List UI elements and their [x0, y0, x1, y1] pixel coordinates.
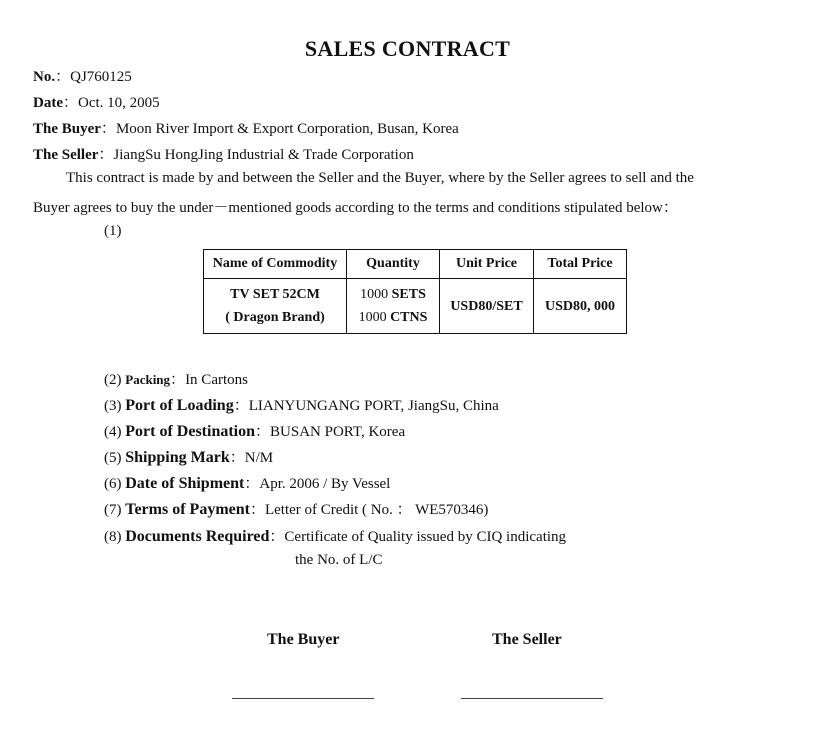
- seller-signature-line: [461, 698, 603, 699]
- buyer-label: The Buyer: [33, 121, 101, 137]
- term-terms-of-payment: [104, 498, 488, 519]
- term-value: BUSAN PORT, Korea: [270, 424, 406, 440]
- term-sep: ：: [233, 398, 249, 414]
- quantity-sets: [353, 283, 433, 306]
- date-sep: ：: [63, 95, 79, 111]
- term-packing: [104, 368, 248, 389]
- term-sep: ：: [244, 476, 260, 492]
- term-value: N/M: [244, 450, 274, 466]
- cell-total-price: USD80, 000: [534, 279, 627, 334]
- contract-no-label: No.: [33, 69, 56, 85]
- table-row: [204, 279, 627, 334]
- seller-sep: ：: [98, 147, 114, 163]
- term-value: Certificate of Quality issued by CIQ indicating: [284, 529, 567, 545]
- commodity-brand: ( Dragon Brand): [225, 310, 325, 325]
- header-unit-price: Unit Price: [440, 250, 534, 279]
- cell-quantity: [347, 279, 440, 334]
- goods-table: [203, 249, 627, 334]
- term-shipping-mark: [104, 446, 273, 467]
- term-number: (7): [104, 502, 122, 518]
- contract-no-value: QJ760125: [70, 69, 132, 85]
- term-sep: ：: [249, 502, 265, 518]
- date-value: Oct. 10, 2005: [78, 95, 160, 111]
- term-sep: ：: [229, 450, 245, 466]
- term-value: Apr. 2006 / By Vessel: [259, 476, 391, 492]
- term-number: (2): [104, 372, 122, 388]
- date-line: [33, 91, 160, 112]
- term-label: Terms of Payment: [125, 501, 250, 518]
- seller-value: JiangSu HongJing Industrial & Trade Corporation: [113, 147, 414, 163]
- seller-line: [33, 143, 414, 164]
- contract-no-sep: ：: [55, 69, 71, 85]
- buyer-signature-label: The Buyer: [267, 631, 340, 648]
- term-label: Shipping Mark: [125, 449, 230, 466]
- term-value: LIANYUNGANG PORT, JiangSu, China: [248, 398, 499, 414]
- term-number: (3): [104, 398, 122, 414]
- quantity-sets-number: 1000: [360, 287, 392, 302]
- contract-no-line: [33, 65, 132, 86]
- term-number: (8): [104, 529, 122, 545]
- header-commodity: Name of Commodity: [204, 250, 347, 279]
- buyer-sep: ：: [100, 121, 116, 137]
- seller-signature-label: The Seller: [492, 631, 562, 648]
- term-sep: ：: [170, 372, 186, 388]
- term-sep: ：: [269, 529, 285, 545]
- quantity-sets-unit: SETS: [391, 287, 426, 302]
- intro-line-1: This contract is made by and between the Seller and the Buyer, where by the Seller agrees to sell and the: [66, 170, 694, 186]
- term-date-of-shipment: [104, 472, 390, 493]
- intro-line-2: Buyer agrees to buy the under－mentioned goods according to the terms and conditions stipulated below：: [33, 200, 678, 216]
- term-label: Packing: [125, 372, 171, 387]
- term-label: Documents Required: [125, 528, 270, 545]
- term-value: In Cartons: [185, 372, 248, 388]
- cell-commodity: [204, 279, 347, 334]
- term-port-of-loading: [104, 394, 499, 415]
- term-number: (5): [104, 450, 122, 466]
- cell-unit-price: USD80/SET: [440, 279, 534, 334]
- buyer-signature-line: [232, 698, 374, 699]
- quantity-cartons-number: 1000: [358, 310, 391, 325]
- table-header-row: [204, 250, 627, 279]
- seller-label: The Seller: [33, 147, 99, 163]
- term-label: Port of Destination: [125, 423, 256, 440]
- term-documents-required: [104, 525, 566, 546]
- item-1-number: (1): [104, 223, 122, 239]
- quantity-cartons: [353, 306, 433, 329]
- term-port-of-destination: [104, 420, 405, 441]
- header-quantity: Quantity: [347, 250, 440, 279]
- term-label: Date of Shipment: [125, 475, 245, 492]
- buyer-value: Moon River Import & Export Corporation, Busan, Korea: [115, 121, 459, 137]
- term-value: Letter of Credit ( No. ： WE570346): [264, 502, 489, 518]
- commodity-name: TV SET 52CM: [230, 287, 320, 302]
- term-sep: ：: [255, 424, 271, 440]
- header-total-price: Total Price: [534, 250, 627, 279]
- buyer-line: [33, 117, 459, 138]
- date-label: Date: [33, 95, 63, 111]
- term-number: (6): [104, 476, 122, 492]
- quantity-cartons-unit: CTNS: [390, 310, 428, 325]
- documents-continuation: the No. of L/C: [295, 552, 383, 568]
- contract-title: SALES CONTRACT: [304, 36, 511, 61]
- term-label: Port of Loading: [125, 397, 234, 414]
- term-number: (4): [104, 424, 122, 440]
